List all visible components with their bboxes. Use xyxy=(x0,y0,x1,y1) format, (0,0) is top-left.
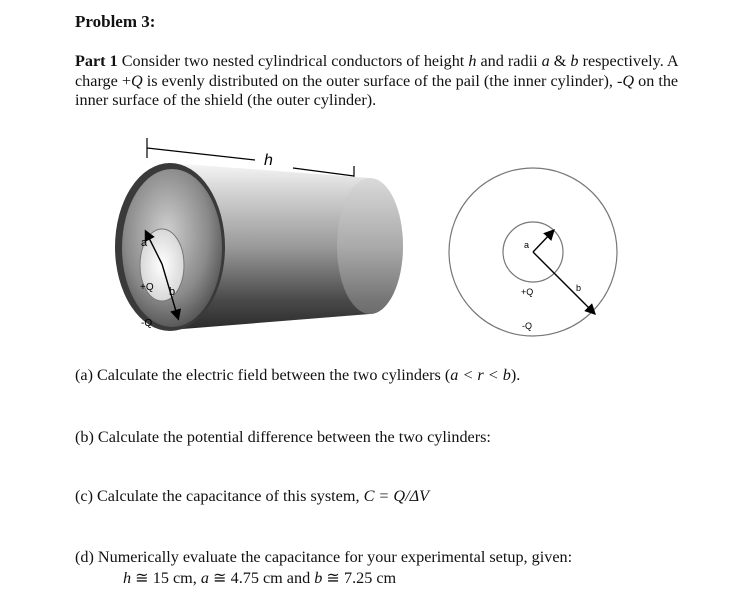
cs-minusq-label: -Q xyxy=(522,321,532,331)
cyl-a-label: a xyxy=(141,237,148,249)
cs-b-label: b xyxy=(576,283,582,293)
part1-h-var: h xyxy=(468,52,477,70)
part1-a-var: a xyxy=(541,52,550,70)
cs-plusq-label: +Q xyxy=(521,287,534,297)
cs-a-label: a xyxy=(524,240,530,250)
given-h-var: h xyxy=(123,569,132,587)
cyl-minusq-label: -Q xyxy=(141,318,153,329)
question-c xyxy=(75,487,429,506)
question-d: (d) Numerically evaluate the capacitance for your experimental setup, given: xyxy=(75,548,573,566)
question-b: (b) Calculate the potential difference between the two cylinders: xyxy=(75,428,491,446)
given-a-var: a xyxy=(200,569,209,587)
question-c-text: (c) Calculate the capacitance of this system, xyxy=(75,487,364,505)
part1-text-4: respectively. A charge + xyxy=(75,52,678,90)
given-b-value: ≅ 7.25 cm xyxy=(322,569,397,587)
given-h-value: ≅ 15 cm, xyxy=(131,569,201,587)
question-a-end: ). xyxy=(510,366,521,384)
given-a-value: ≅ 4.75 cm and xyxy=(208,569,315,587)
part1-q-var: Q xyxy=(131,71,143,90)
part1-label: Part 1 xyxy=(75,52,118,70)
part1-text-5: is evenly distributed on the outer surface of the pail (the inner cylinder), - xyxy=(142,71,623,90)
part1-text-3: & xyxy=(549,52,571,70)
given-values xyxy=(123,568,396,588)
part1-text-2: and radii xyxy=(476,52,542,70)
cyl-plusq-label: +Q xyxy=(140,282,154,293)
given-b-var: b xyxy=(314,569,323,587)
question-c-math: C = Q/ΔV xyxy=(363,487,429,505)
part1-text-1: Consider two nested cylindrical conductors of height xyxy=(117,52,469,70)
cyl-b-label: b xyxy=(169,286,176,298)
part1-text-6: on the inner surface of the shield (the outer cylinder). xyxy=(75,71,679,109)
cylinder-far-end xyxy=(337,178,403,314)
problem-title: Problem 3: xyxy=(75,12,156,31)
part1-b-var: b xyxy=(570,52,579,70)
cross-section xyxy=(449,168,617,336)
question-a-math: a < r < b xyxy=(450,366,511,384)
question-a-text: (a) Calculate the electric field between the two cylinders ( xyxy=(75,366,451,384)
height-label: h xyxy=(264,152,273,169)
question-a xyxy=(75,366,520,385)
part1-neg-q-var: Q xyxy=(622,71,635,90)
